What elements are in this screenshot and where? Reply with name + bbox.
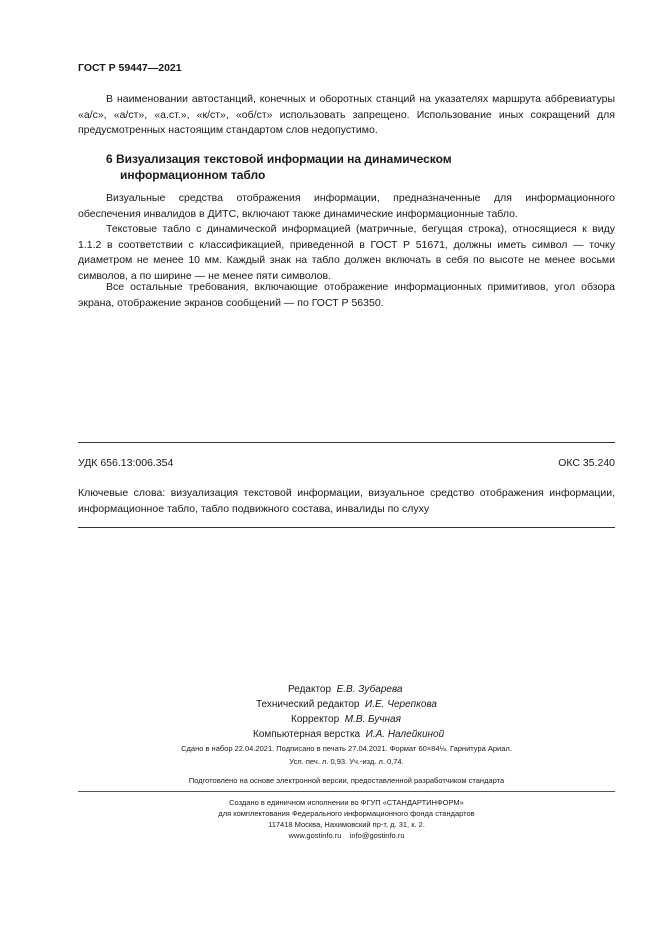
credit-layout: Компьютерная верстка И.А. Налейкиной: [253, 729, 445, 740]
divider-top: [78, 442, 615, 443]
document-header: ГОСТ Р 59447—2021: [78, 62, 182, 74]
credit-tech-editor: Технический редактор И.Е. Черепкова: [256, 699, 437, 710]
divider-publisher: [78, 791, 615, 792]
credit-editor: Редактор Е.В. Зубарева: [288, 684, 403, 695]
section-title-line2: информационном табло: [120, 168, 266, 182]
publisher-line1: Создано в единичном исполнении во ФГУП «СТАНДАРТИНФОРМ»: [229, 798, 464, 807]
section-paragraph-2: Текстовые табло с динамической информацией (матричные, бегущая строка), относящиеся к виду 1.1.2 в соответствии с классификацией, приведенной в ГОСТ Р 51671, должны иметь символ — точку диаметром не менее 10 мм. Каждый знак на табло должен включать в себя по высоте не менее восьми символов, а по ширине — не менее пяти символов.: [78, 223, 615, 282]
divider-bottom: [78, 527, 615, 528]
udk-code: УДК 656.13:006.354: [78, 457, 174, 469]
publisher-block: [78, 797, 615, 841]
section-paragraph-3: Все остальные требования, включающие отображение информационных примитивов, угол обзора экрана, отображение экранов сообщений — по ГОСТ Р 56350.: [78, 281, 615, 309]
section-title-line1: 6 Визуализация текстовой информации на динамическом: [106, 152, 452, 166]
publisher-line4: www.gostinfo.ru info@gostinfo.ru: [288, 831, 405, 840]
section-title: [106, 151, 606, 183]
credits-block: [200, 682, 480, 742]
publisher-line3: 117418 Москва, Нахимовский пр-т, д. 31, к. 2.: [268, 820, 425, 829]
credit-corrector: Корректор М.В. Бучная: [291, 714, 401, 725]
print-info-line1: Сдано в набор 22.04.2021. Подписано в печать 27.04.2021. Формат 60×84⅛. Гарнитура Ариал.: [181, 744, 512, 753]
section-paragraph-1: Визуальные средства отображения информации, предназначенные для информационного обеспечения инвалидов в ДИТС, включают также динамические информационные табло.: [78, 192, 615, 220]
publisher-line2: для комплектования Федерального информационного фонда стандартов: [218, 809, 475, 818]
oks-code: ОКС 35.240: [558, 457, 615, 469]
prepared-note: Подготовлено на основе электронной версии, предоставленной разработчиком стандарта: [188, 776, 505, 785]
keywords: Ключевые слова: визуализация текстовой информации, визуальное средство отображения информации, информационное табло, табло подвижного состава, инвалиды по слуху: [78, 487, 615, 515]
intro-paragraph: В наименовании автостанций, конечных и оборотных станций на указателях маршрута аббревиатуры «а/с», «а/ст», «а.ст.», «к/ст», «об/ст» использовать запрещено. Использование иных сокращений для предусмотренных настоящим стандартом слов недопустимо.: [78, 93, 615, 136]
print-info-line2: Усл. печ. л. 0,93. Уч.-изд. л. 0,74.: [289, 757, 404, 766]
